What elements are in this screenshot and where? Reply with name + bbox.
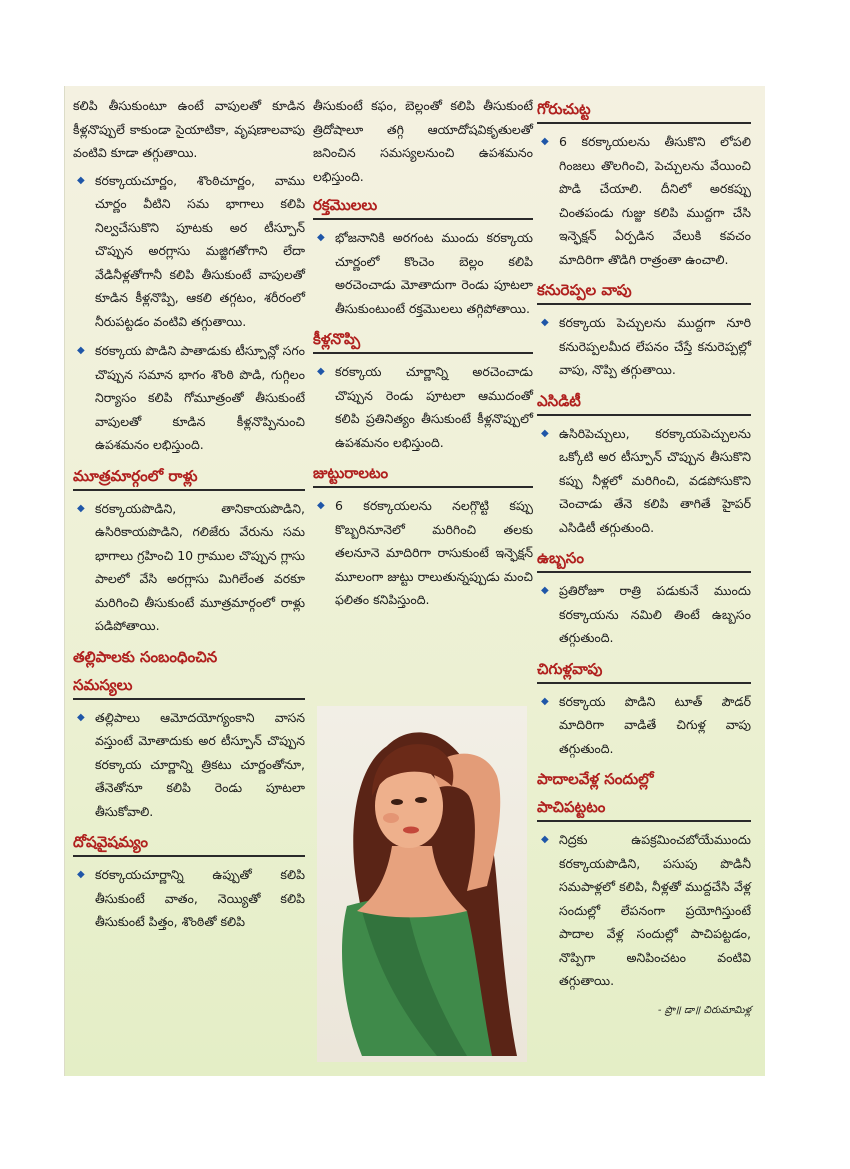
section-heading: సమస్యలు: [73, 672, 305, 700]
bullet-paragraph: ◆ నిద్రకు ఉపక్రమించబోయేముందు కరక్కాయపొడిని, పసుపు పొడినీ సమపాళ్లలో కలిపి, నీళ్లతో ముద్దచేసి వేళ్ల సందుల్లో లేపనంగా ప్రయోగిస్తుంటే పాదాల వేళ్ల సందుల్లో పాచిపట్టడం, నొప్పిగా అనిపించటం వంటివి తగ్గుతాయి.: [537, 828, 751, 993]
bullet-paragraph: ◆ భోజనానికి అరగంట ముందు కరక్కాయ చూర్ణంలో కొంచెం బెల్లం కలిపి అరచెంచాడు మోతాదుగా రెండు పూటలా తీసుకుంటుంటే రక్తమొలలు తగ్గిపోతాయి.: [313, 226, 533, 320]
bullet-paragraph: ◆ కరక్కాయచూర్ణాన్ని ఉప్పుతో కలిపి తీసుకుంటే వాతం, నెయ్యితో కలిపి తీసుకుంటే పిత్తం, శొంఠితో కలిపి: [73, 863, 305, 934]
section-heading: కీళ్లనొప్పి: [313, 326, 533, 354]
bullet-paragraph: ◆ 6 కరక్కాయలను నలగ్గొట్టి కప్పు కొబ్బరినూనెలో మరిగించి తలకు తలనూనె మాదిరిగా రాసుకుంటే ఇన్ఫెక్షన్ మూలంగా జుట్టు రాలుతున్నప్పుడు మంచి ఫలితం కనిపిస్తుంది.: [313, 494, 533, 612]
section-heading: పాదాలవేళ్ల సందుల్లో: [537, 770, 654, 788]
paragraph: తీసుకుంటే కఫం, బెల్లంతో కలిపి తీసుకుంటే త్రిదోషాలూ తగ్గి ఆయాదోషవికృతులతో జనించిన సమస్యలనుంచి ఉపశమనం లభిస్తుంది.: [313, 98, 533, 184]
section-heading: రక్తమొలలు: [313, 192, 533, 220]
author-credit: - ప్రొ॥ డా॥ చిరుమామిళ్ల: [657, 1004, 751, 1016]
section-heading: గోరుచుట్ట: [537, 96, 751, 124]
bullet-paragraph: ◆ కరక్కాయ పెచ్చులను ముద్దగా నూరి కనురెప్పలమీద లేపనం చేస్తే కనురెప్పల్లో వాపు, నొప్పి తగ్గుతాయి.: [537, 311, 751, 382]
section-heading: దోషవైషమ్యం: [73, 829, 305, 857]
column-1: [73, 94, 305, 940]
bullet-paragraph: ◆ కరక్కాయ పొడిని పాతాడుకు టీస్పూన్లో సగం చొప్పున సమాన భాగం శొంఠి పొడి, గుగ్గిలం నిర్యాసం కలిపి గోమూత్రంతో తీసుకుంటే వాపులతో కూడిన కీళ్లనొప్పినుంచి ఉపశమనం లభిస్తుంది.: [73, 339, 305, 457]
section-heading: పాచిపట్టటం: [537, 794, 751, 822]
bullet-paragraph: ◆ 6 కరక్కాయలను తీసుకొని లోపలి గింజలు తొలగించి, పెచ్చులను వేయించి పొడి చేయాలి. దీనిలో అరకప్పు చింతపండు గుజ్జు కలిపి ముద్దగా చేసి ఇన్ఫెక్షన్ ఏర్పడిన వేలుకి కవచం మాదిరిగా తొడిగి రాత్రంతా ఉంచాలి.: [537, 130, 751, 271]
section-heading: తల్లిపాలకు సంబంధించిన: [73, 647, 218, 666]
section-heading: చిగుళ్లవాపు: [537, 656, 751, 684]
section-heading: ఎసిడిటీ: [537, 388, 751, 416]
section-heading: కనురెప్పల వాపు: [537, 277, 751, 305]
column-3: [537, 94, 751, 1022]
paragraph: కలిపి తీసుకుంటూ ఉంటే వాపులతో కూడిన కీళ్లనొప్పులే కాకుండా సైయాటికా, వృషణాలవాపు వంటివి కూడా తగ్గుతాయి.: [73, 98, 305, 160]
column-2: [313, 94, 533, 618]
woman-illustration-art: [317, 706, 527, 1062]
bullet-paragraph: ◆ కరక్కాయ పొడిని టూత్ పౌడర్ మాదిరిగా వాడితే చిగుళ్ల వాపు తగ్గుతుంది.: [537, 690, 751, 761]
bullet-paragraph: ◆ కరక్కాయపొడిని, తానికాయపొడిని, ఉసిరికాయపొడిని, గలిజేరు వేరును సమ భాగాలు గ్రహించి 10 గ్రాముల చొప్పున గ్లాసు పాలలో వేసి అరగ్లాసు మిగిలేంత వరకూ మరిగించి తీసుకుంటే మూత్రమార్గంలో రాళ్లు పడిపోతాయి.: [73, 497, 305, 638]
bullet-paragraph: ◆ తల్లిపాలు ఆమోదయోగ్యంకాని వాసన వస్తుంటే మోతాదుకు అర టీస్పూన్ చొప్పున కరక్కాయ చూర్ణాన్ని త్రికటు చూర్ణంతోనూ, తేనెతోనూ కలిపి రెండు పూటలా తీసుకోవాలి.: [73, 706, 305, 824]
bullet-paragraph: ◆ కరక్కాయ చూర్ణాన్ని అరచెంచాడు చొప్పున రెండు పూటలా ఆముదంతో కలిపి ప్రతినిత్యం తీసుకుంటే కీళ్లనొప్పులో ఉపశమనం లభిస్తుంది.: [313, 360, 533, 454]
section-heading: ఉబ్బసం: [537, 545, 751, 573]
bullet-paragraph: ◆ కరక్కాయచూర్ణం, శొంఠిచూర్ణం, వాము చూర్ణం వీటిని సమ భాగాలు కలిపి నిల్వచేసుకొని పూటకు అర టీస్పూన్ చొప్పున అరగ్లాసు మజ్జిగతోగాని లేదా వేడినీళ్లతోగానీ కలిపి తీసుకుంటే వాపులతో కూడిన కీళ్లనొప్పి, ఆకలి తగ్గటం, శరీరంలో నీరుపట్టడం వంటివి తగ్గుతాయి.: [73, 169, 305, 334]
bullet-paragraph: ◆ ప్రతిరోజూ రాత్రి పడుకునే ముందు కరక్కాయను నమిలి తింటే ఉబ్బసం తగ్గుతుంది.: [537, 579, 751, 650]
bullet-paragraph: ◆ ఉసిరిపెచ్చులు, కరక్కాయపెచ్చులను ఒక్కోటి అర టీస్పూన్ చొప్పున తీసుకొని కప్పు నీళ్లలో మరిగించి, వడపోసుకొని చెంచాడు తేనె కలిపి తాగితే హైపర్ ఎసిడిటీ తగ్గుతుంది.: [537, 422, 751, 540]
section-heading: మూత్రమార్గంలో రాళ్లు: [73, 463, 305, 491]
section-heading: జుట్టురాలటం: [313, 460, 533, 488]
woman-illustration: [317, 706, 527, 1062]
magazine-page: [64, 86, 765, 1076]
